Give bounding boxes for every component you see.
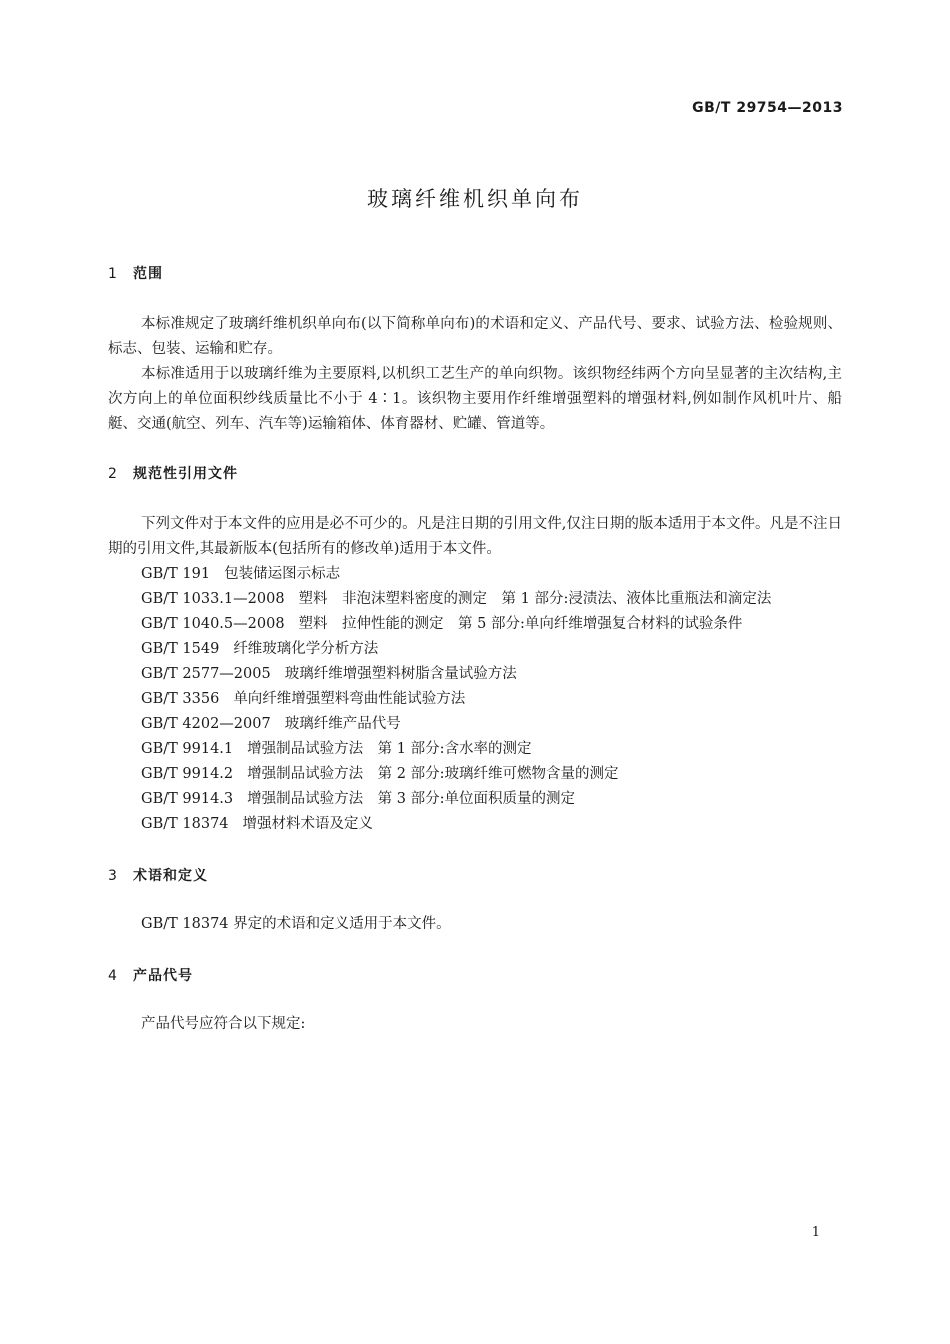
reference-code: GB/T 1033.1—2008 bbox=[141, 591, 285, 607]
section-title: 产品代号 bbox=[133, 968, 193, 984]
reference-code: GB/T 9914.1 bbox=[141, 741, 234, 757]
section-number: 4 bbox=[108, 968, 118, 984]
section-2-heading bbox=[108, 463, 238, 483]
section-4-paragraph-1: 产品代号应符合以下规定: bbox=[141, 1016, 306, 1032]
reference-title: 纤维玻璃化学分析方法 bbox=[233, 641, 379, 657]
reference-item bbox=[141, 712, 771, 737]
reference-code: GB/T 18374 bbox=[141, 816, 229, 832]
reference-code: GB/T 3356 bbox=[141, 691, 220, 707]
reference-code: GB/T 4202—2007 bbox=[141, 716, 271, 732]
reference-item bbox=[141, 612, 771, 637]
section-number: 1 bbox=[108, 266, 118, 282]
section-3-heading bbox=[108, 865, 208, 885]
reference-title: 塑料 非泡沫塑料密度的测定 第 1 部分:浸渍法、液体比重瓶法和滴定法 bbox=[298, 591, 772, 607]
page-number: 1 bbox=[811, 1225, 820, 1240]
reference-item bbox=[141, 787, 771, 812]
section-number: 2 bbox=[108, 466, 118, 482]
reference-item bbox=[141, 587, 771, 612]
section-title: 范围 bbox=[133, 266, 163, 282]
reference-code: GB/T 9914.3 bbox=[141, 791, 234, 807]
reference-title: 包装储运图示标志 bbox=[224, 566, 341, 582]
reference-title: 单向纤维增强塑料弯曲性能试验方法 bbox=[233, 691, 466, 707]
reference-code: GB/T 2577—2005 bbox=[141, 666, 271, 682]
reference-title: 增强制品试验方法 第 3 部分:单位面积质量的测定 bbox=[247, 791, 575, 807]
reference-title: 增强材料术语及定义 bbox=[242, 816, 374, 832]
standard-number: GB/T 29754—2013 bbox=[692, 100, 843, 116]
reference-item bbox=[141, 637, 771, 662]
reference-item bbox=[141, 662, 771, 687]
reference-item bbox=[141, 762, 771, 787]
section-title: 术语和定义 bbox=[133, 868, 208, 884]
section-1-heading bbox=[108, 263, 163, 283]
reference-item bbox=[141, 812, 771, 837]
reference-code: GB/T 191 bbox=[141, 566, 211, 582]
reference-code: GB/T 1549 bbox=[141, 641, 220, 657]
section-3-paragraph-1: GB/T 18374 界定的术语和定义适用于本文件。 bbox=[141, 916, 451, 932]
reference-title: 塑料 拉伸性能的测定 第 5 部分:单向纤维增强复合材料的试验条件 bbox=[298, 616, 743, 632]
section-2-paragraph-1: 下列文件对于本文件的应用是必不可少的。凡是注日期的引用文件,仅注日期的版本适用于本文件。凡是不注日期的引用文件,其最新版本(包括所有的修改单)适用于本文件。 bbox=[108, 516, 842, 557]
section-1-paragraph-2: 本标准适用于以玻璃纤维为主要原料,以机织工艺生产的单向织物。该织物经纬两个方向呈显著的主次结构,主次方向上的单位面积纱线质量比不小于 4∶1。该织物主要用作纤维增强塑料的增强材料,例如制作风机叶片、船艇、交通(航空、列车、汽车等)运输箱体、体育器材、贮罐、管道等。 bbox=[108, 366, 842, 432]
reference-title: 增强制品试验方法 第 2 部分:玻璃纤维可燃物含量的测定 bbox=[247, 766, 619, 782]
section-4-heading bbox=[108, 965, 193, 985]
reference-code: GB/T 9914.2 bbox=[141, 766, 234, 782]
document-title: 玻璃纤维机织单向布 bbox=[367, 187, 583, 211]
section-number: 3 bbox=[108, 868, 118, 884]
section-title: 规范性引用文件 bbox=[133, 466, 238, 482]
reference-code: GB/T 1040.5—2008 bbox=[141, 616, 285, 632]
section-1-paragraph-1: 本标准规定了玻璃纤维机织单向布(以下简称单向布)的术语和定义、产品代号、要求、试验方法、检验规则、标志、包装、运输和贮存。 bbox=[108, 316, 842, 357]
reference-item bbox=[141, 687, 771, 712]
reference-title: 玻璃纤维增强塑料树脂含量试验方法 bbox=[284, 666, 517, 682]
reference-item bbox=[141, 562, 771, 587]
reference-title: 玻璃纤维产品代号 bbox=[284, 716, 401, 732]
normative-references-list bbox=[141, 562, 771, 837]
reference-item bbox=[141, 737, 771, 762]
reference-title: 增强制品试验方法 第 1 部分:含水率的测定 bbox=[247, 741, 532, 757]
